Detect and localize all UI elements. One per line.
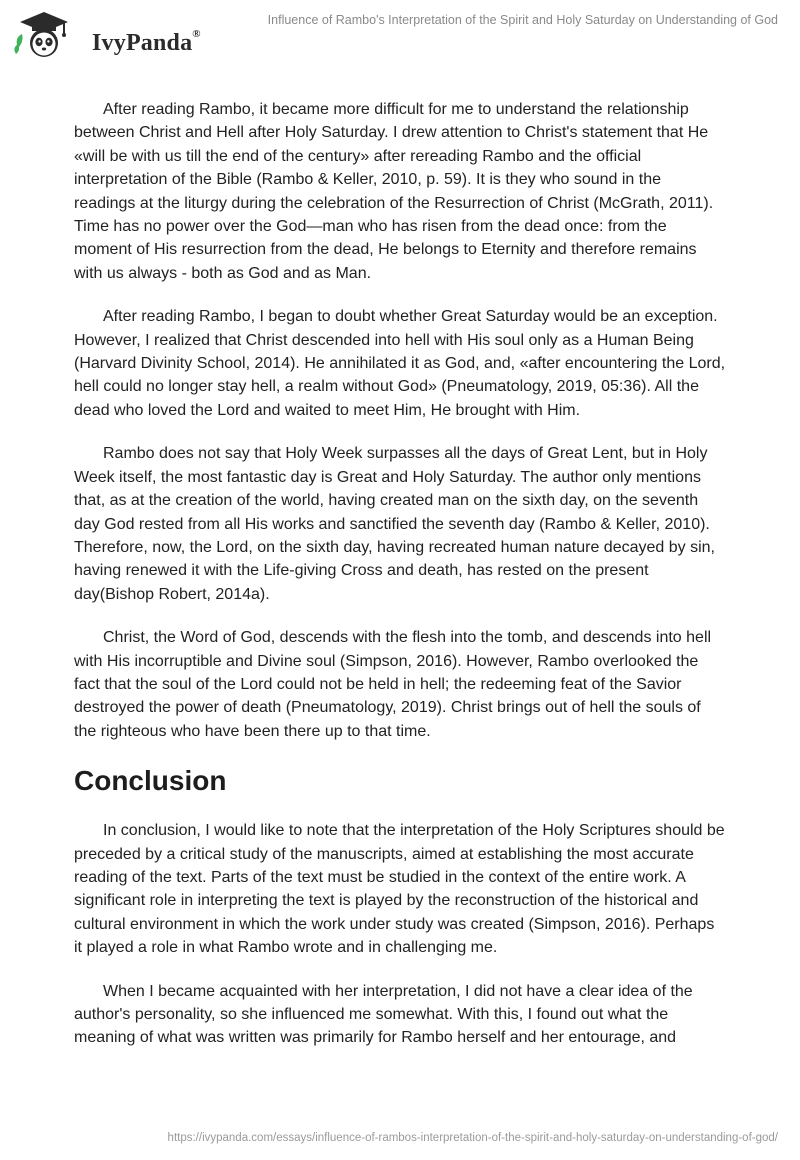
- document-title: Influence of Rambo's Interpretation of the Spirit and Holy Saturday on Understanding of God: [267, 13, 778, 27]
- body-paragraph: After reading Rambo, I began to doubt whether Great Saturday would be an exception. However, I realized that Christ descended into hell with His soul only as a Human Being (Harvard Divinity School, 2014). He annihilated it as God, and, «after encountering the Lord, hell could no longer stay hell, a realm without God» (Pneumatology, 2019, 05:36). All the dead who loved the Lord and waited to meet Him, He brought with Him.: [74, 308, 726, 419]
- body-paragraph: When I became acquainted with her interpretation, I did not have a clear idea of the author's personality, so she influenced me somewhat. With this, I found out what the meaning of what was written was primarily for Rambo herself and her entourage, and: [74, 982, 693, 1047]
- source-url[interactable]: https://ivypanda.com/essays/influence-of-rambos-interpretation-of-the-spirit-and-holy-saturday-on-understanding-of-god/: [167, 1132, 778, 1144]
- body-paragraph: After reading Rambo, it became more difficult for me to understand the relationship between Christ and Hell after Holy Saturday. I drew attention to Christ's statement that He «will be with us till the end of the century» after rereading Rambo and the official interpretation of the Bible (Rambo & Keller, 2010, p. 59). It is they who sound in the readings at the liturgy during the celebration of the Resurrection of Christ (McGrath, 2011). Time has no power over the God—man who has risen from the dead once: from the moment of His resurrection from the dead, He belongs to Eternity and therefore remains with us always - both as God and as Man.: [74, 101, 714, 282]
- body-paragraph: Christ, the Word of God, descends with the flesh into the tomb, and descends into hell with His incorruptible and Divine soul (Simpson, 2016). However, Rambo overlooked the fact that the soul of the Lord could not be held in hell; the redeeming feat of the Savior destroyed the power of death (Pneumatology, 2019). Christ brings out of hell the souls of the righteous who have been there up to that time.: [74, 629, 712, 740]
- body-paragraph: In conclusion, I would like to note that the interpretation of the Holy Scriptures should be preceded by a critical study of the manuscripts, aimed at establishing the most accurate reading of the text. Parts of the text must be studied in the context of the entire work. A significant role in interpreting the text is played by the reconstruction of the historical and cultural environment in which the work under study was created (Simpson, 2016). Perhaps it played a role in what Rambo wrote and in challenging me.: [74, 822, 725, 957]
- conclusion-heading: Conclusion: [74, 765, 227, 797]
- graduation-panda-logo-icon: [12, 8, 78, 58]
- page-header: [0, 0, 800, 64]
- brand-name: IvyPanda®: [92, 28, 201, 56]
- essay-body: [74, 98, 726, 1070]
- body-paragraph: Rambo does not say that Holy Week surpasses all the days of Great Lent, but in Holy Week itself, the most fantastic day is Great and Holy Saturday. The author only mentions that, as at the creation of the world, having created man on the sixth day, on the seventh day God rested from all His works and sanctified the seventh day (Rambo & Keller, 2010). Therefore, now, the Lord, on the sixth day, having recreated human nature decayed by sin, having renewed it with the Life-giving Cross and death, has rested on the present day(Bishop Robert, 2014a).: [74, 445, 715, 603]
- brand-logo[interactable]: [12, 8, 212, 58]
